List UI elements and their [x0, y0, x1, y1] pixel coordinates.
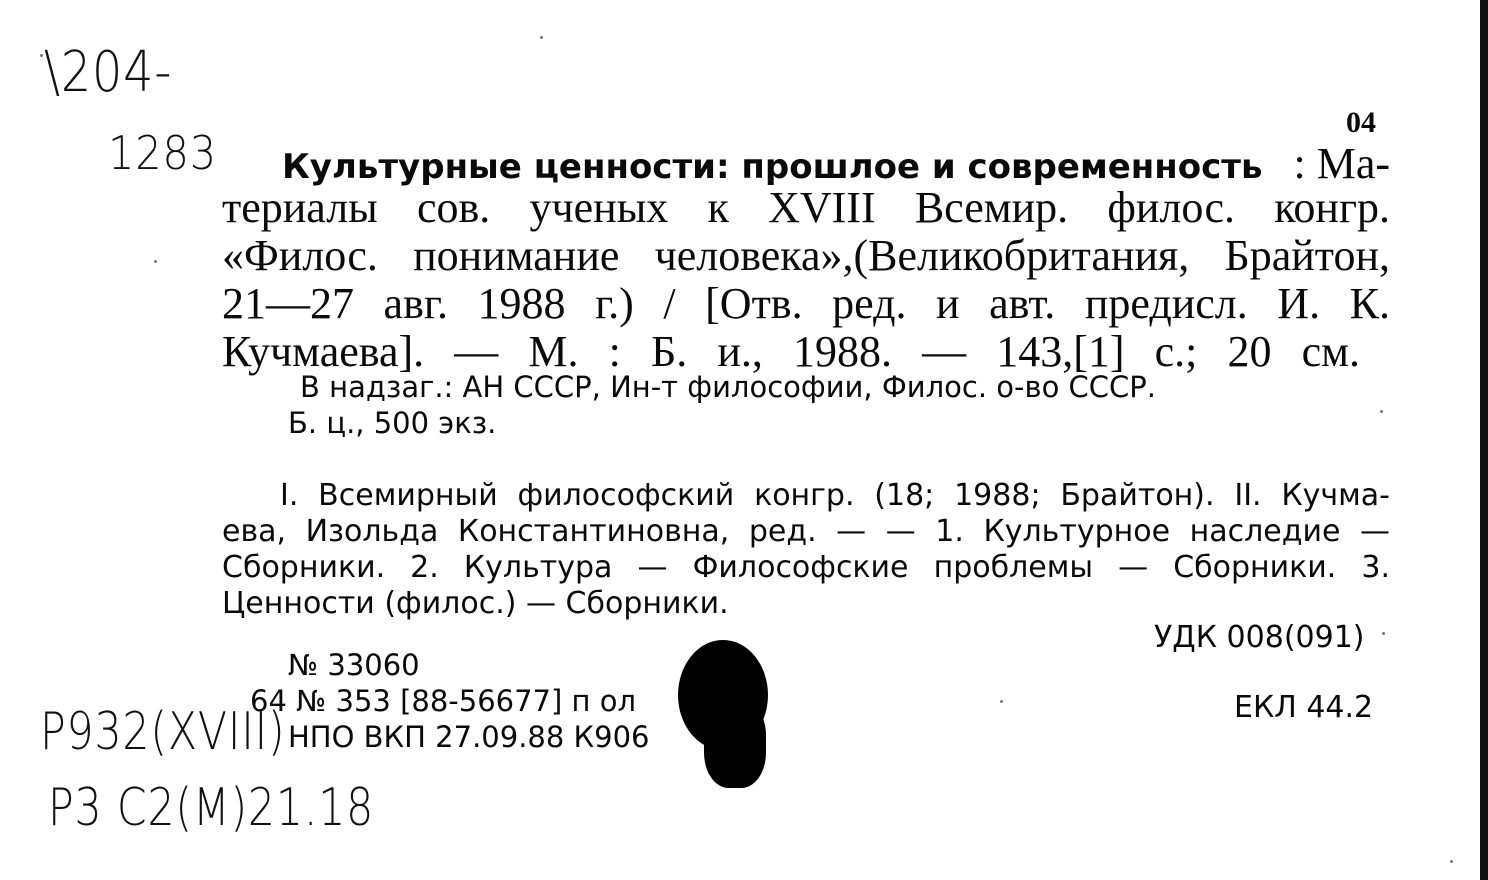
scan-speck: [40, 54, 43, 57]
subject-line-3: Сборники. 2. Культура — Философские проблемы — Сборники. 3.: [222, 550, 1390, 585]
subject-line-4: Ценности (филос.) — Сборники.: [222, 586, 729, 621]
note-price-line: Б. ц., 500 экз.: [288, 406, 497, 440]
subject-line-1: I. Всемирный философский конгр. (18; 1988; Брайтон). II. Кучма-: [280, 478, 1390, 513]
scan-speck: [1450, 860, 1453, 863]
scan-speck: [540, 36, 543, 39]
entry-line-4: Кучмаева]. — М. : Б. и., 1988. — 143,[1] с.; 20 см.: [222, 327, 1360, 376]
entry-line-2: «Филос. понимание человека»,(Великобритания, Брайтон,: [222, 231, 1390, 280]
handwritten-location-mark: P3 C2(M)21.18: [48, 778, 375, 838]
handwritten-shelf-mark-line1: \204-: [44, 40, 173, 105]
handwritten-class-mark: P932(XVIII): [40, 702, 286, 762]
corner-code: 04: [1346, 106, 1376, 139]
scan-speck: [1000, 700, 1003, 703]
card-edge: [1480, 0, 1488, 880]
entry-title: Культурные ценности: прошлое и современность: [282, 147, 1263, 187]
imprint-printer: НПО ВКП 27.09.88 К906: [288, 720, 650, 754]
handwritten-shelf-mark-line2: 1283: [108, 126, 217, 180]
imprint-number: № 33060: [288, 648, 420, 682]
punch-hole-lower: [704, 700, 766, 788]
subject-line-2: ева, Изольда Константиновна, ред. — — 1. Культурное наследие —: [222, 514, 1390, 549]
scan-speck: [154, 260, 157, 263]
udk-code: УДК 008(091): [1154, 620, 1365, 655]
entry-title-continuation: : Ма-: [1293, 139, 1390, 188]
scan-speck: [1382, 632, 1385, 635]
entry-line-3: 21—27 авг. 1988 г.) / [Отв. ред. и авт. предисл. И. К.: [222, 279, 1390, 328]
imprint-order: 64 № 353 [88-56677] п ол: [250, 684, 636, 718]
scan-speck: [1380, 410, 1383, 413]
ekl-code: ЕКЛ 44.2: [1234, 690, 1374, 725]
note-heading-line: В надзаг.: АН СССР, Ин-т философии, Филос. о-во СССР.: [300, 370, 1157, 404]
entry-line-1: териалы сов. ученых к XVIII Всемир. филос. конгр.: [222, 183, 1390, 232]
